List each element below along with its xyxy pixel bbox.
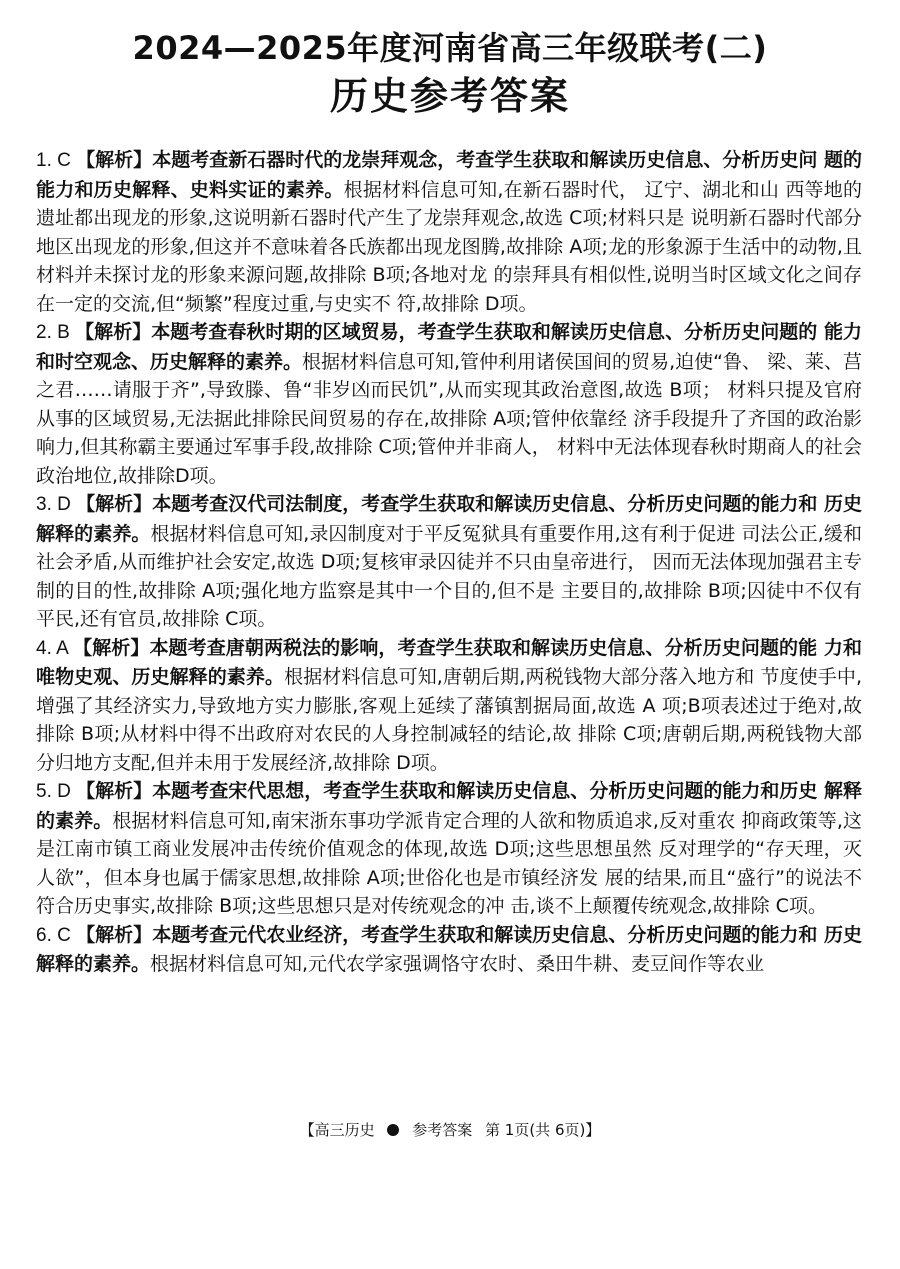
answer-choice: B	[57, 322, 76, 343]
analysis-lead: 本题考查汉代司法制度，考查学生获取和解读历史信息、分析历史问题的能力和 历史解释的素养。	[36, 493, 863, 545]
answer-choice: C	[57, 924, 77, 946]
footer-subject: 【高三历史	[299, 1121, 375, 1139]
analysis-text: 根据材料信息可知,南宋浙东事功学派肯定合理的人欲和物质追求,反对重农 抑商政策等,这是江南市镇工商业发展冲击传统价值观念的体现,故选 D项;这些思想虽然 反对理学的“存天理，灭人欲”，但本身也属于儒家思想,故排除 A项;世俗化也是市镇经济发 展的结果,而且“盛行”的说法不符合历史事实,故排除 B项;这些思想只是对传统观念的冲 击,谈不上颠覆传统观念,故排除 C项。	[36, 809, 862, 917]
analysis-tag: 【解析】	[73, 636, 150, 659]
analysis-tag: 【解析】	[75, 321, 152, 343]
question-number: 4.	[36, 637, 57, 659]
answer-item-5	[36, 777, 862, 921]
question-number: 5.	[36, 781, 58, 802]
analysis-lead: 本题考查宋代思想，考查学生获取和解读历史信息、分析历史问题的能力和历史 解释的素养。	[36, 780, 863, 832]
analysis-text: 根据材料信息可知,在新石器时代， 辽宁、湖北和山 西等地的遗址都出现龙的形象,这说明新石器时代产生了龙崇拜观念,故选 C项;材料只是 说明新石器时代部分地区出现龙的形象,但这并不意味着各氏族都出现龙图腾,故排除 A项;龙的形象源于生活中的动物,且材料并未探讨龙的形象来源问题,故排除 B项;各地对龙 的崇拜具有相似性,说明当时区域文化之间存在一定的交流,但“频繁”程度过重,与史实不 符,故排除 D项。	[36, 178, 862, 315]
answer-item-3	[36, 490, 862, 634]
question-number: 3.	[36, 494, 58, 515]
answer-choice: D	[57, 781, 77, 802]
answer-item-4	[36, 634, 862, 778]
analysis-lead: 本题考查唐朝两税法的影响，考查学生获取和解读历史信息、分析历史问题的能 力和唯物史观、历史解释的素养。	[36, 636, 862, 688]
bullet-dot-icon	[387, 1124, 399, 1136]
question-number: 1.	[36, 150, 58, 171]
analysis-text: 根据材料信息可知,元代农学家强调恪守农时、桑田牛耕、麦豆间作等农业	[150, 953, 765, 975]
analysis-tag: 【解析】	[76, 493, 153, 515]
page-footer	[0, 1118, 900, 1142]
footer-page-number: 第 1页(共 6页)】	[485, 1121, 601, 1139]
answer-item-2	[36, 318, 862, 490]
question-number: 6.	[36, 924, 58, 946]
analysis-lead: 本题考查新石器时代的龙崇拜观念，考查学生获取和解读历史信息、分析历史问 题的能力和历史解释、史料实证的素养。	[36, 149, 863, 201]
question-number: 2.	[36, 322, 58, 343]
answer-choice: D	[57, 494, 77, 515]
page-title: 历史参考答案	[329, 74, 570, 118]
analysis-lead: 本题考查元代农业经济，考查学生获取和解读历史信息、分析历史问题的能力和 历史解释的素养。	[36, 923, 863, 975]
answer-choice: A	[56, 637, 74, 659]
analysis-text: 根据材料信息可知,唐朝后期,两税钱物大部分落入地方和 节度使手中,增强了其经济实力,导致地方实力膨胀,客观上延续了藩镇割据局面,故选 A 项;B项表述过于绝对,故排除 B项;从材料中得不出政府对农民的人身控制减轻的结论,故 排除 C项;唐朝后期,两税钱物大部分归地方支配,但并未用于发展经济,故排除 D项。	[36, 666, 862, 774]
answer-list	[36, 146, 862, 979]
analysis-tag: 【解析】	[76, 780, 153, 802]
analysis-tag: 【解析】	[76, 923, 153, 946]
analysis-text: 根据材料信息可知,录囚制度对于平反冤狱具有重要作用,这有利于促进 司法公正,缓和社会矛盾,从而维护社会安定,故选 D项;复核审录囚徒并不只由皇帝进行， 因而无法体现加强君主专制的目的性,故排除 A项;强化地方监察是其中一个目的,但不是 主要目的,故排除 B项;囚徒中不仅有平民,还有官员,故排除 C项。	[36, 522, 862, 630]
answer-item-6	[36, 921, 862, 979]
footer-doc-type: 参考答案	[412, 1121, 473, 1139]
answer-choice: C	[57, 150, 77, 171]
answer-item-1	[36, 146, 862, 318]
analysis-tag: 【解析】	[76, 149, 153, 171]
analysis-text: 根据材料信息可知,管仲利用诸侯国间的贸易,迫使“鲁、 梁、莱、莒之君……请服于齐”,导致滕、鲁“非岁凶而民饥”,从而实现其政治意图,故选 B项； 材料只提及官府从事的区域贸易,无法据此排除民间贸易的存在,故排除 A项;管仲依靠经 济手段提升了齐国的政治影响力,但其称霸主要通过军事手段,故排除 C项;管仲并非商人， 材料中无法体现春秋时期商人的社会政治地位,故排除D项。	[36, 350, 862, 487]
exam-title: 2024—2025年度河南省高三年级联考(二)	[132, 29, 768, 67]
analysis-lead: 本题考查春秋时期的区域贸易，考查学生获取和解读历史信息、分析历史问题的 能力和时空观念、历史解释的素养。	[36, 321, 862, 373]
